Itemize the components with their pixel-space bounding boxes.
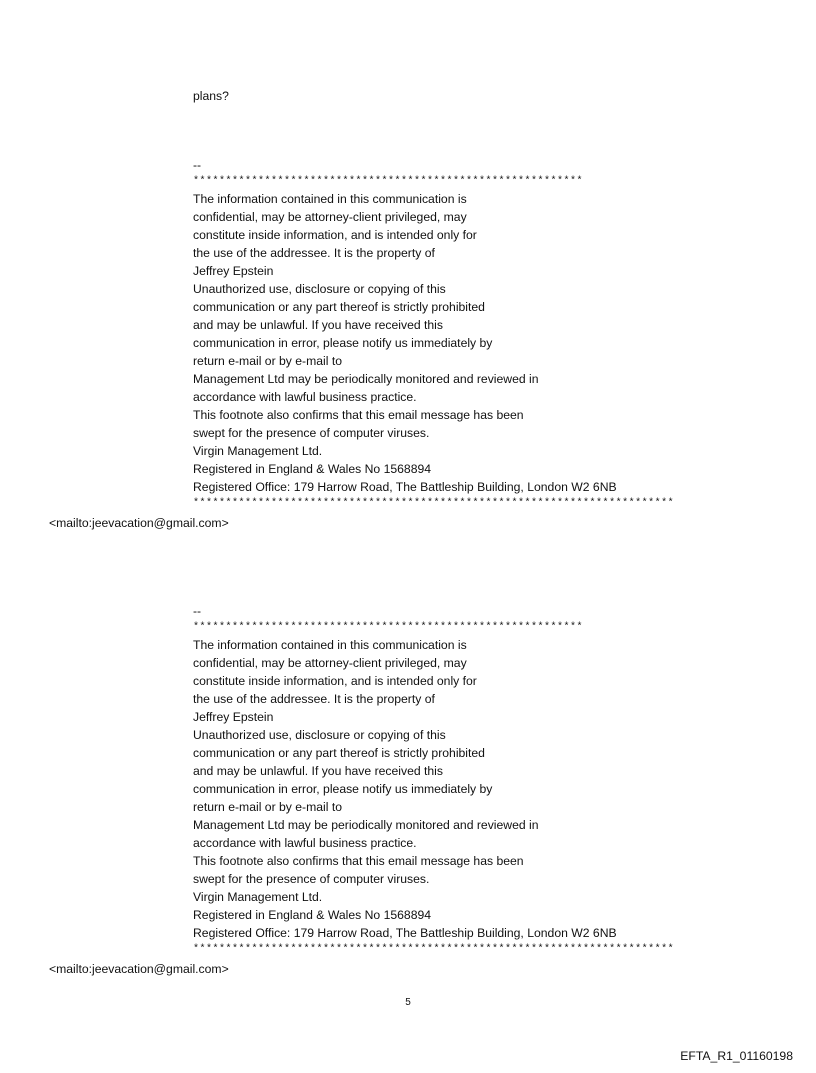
star-rule-top: ************************************************************: [193, 622, 584, 633]
disclaimer-line: The information contained in this communication is: [193, 192, 467, 206]
disclaimer-line: and may be unlawful. If you have received this: [193, 764, 443, 778]
disclaimer-line: the use of the addressee. It is the property of: [193, 246, 435, 260]
disclaimer-line: return e-mail or by e-mail to: [193, 354, 343, 368]
separator-dash: --: [193, 604, 202, 618]
disclaimer-line: constitute inside information, and is intended only for: [193, 674, 477, 688]
star-rule-bottom: **************************************************************************: [193, 944, 675, 955]
disclaimer-line: constitute inside information, and is intended only for: [193, 228, 477, 242]
disclaimer-line: return e-mail or by e-mail to: [193, 800, 343, 814]
disclaimer-line: confidential, may be attorney-client privileged, may: [193, 656, 467, 670]
disclaimer-line: This footnote also confirms that this email message has been: [193, 854, 524, 868]
disclaimer-line: Management Ltd may be periodically monitored and reviewed in: [193, 818, 539, 832]
disclaimer-line: swept for the presence of computer viruses.: [193, 426, 430, 440]
disclaimer-line: communication in error, please notify us immediately by: [193, 782, 493, 796]
separator-dash: --: [193, 158, 202, 172]
disclaimer-line: Registered Office: 179 Harrow Road, The Battleship Building, London W2 6NB: [193, 480, 617, 494]
disclaimer-line: Management Ltd may be periodically monitored and reviewed in: [193, 372, 539, 386]
mailto-link[interactable]: <mailto:jeevacation@gmail.com>: [49, 516, 229, 530]
disclaimer-line: Unauthorized use, disclosure or copying of this: [193, 282, 446, 296]
mailto-link[interactable]: <mailto:jeevacation@gmail.com>: [49, 962, 229, 976]
disclaimer-line: communication or any part thereof is strictly prohibited: [193, 746, 485, 760]
disclaimer-line: Virgin Management Ltd.: [193, 444, 323, 458]
disclaimer-line: communication or any part thereof is strictly prohibited: [193, 300, 485, 314]
document-id-stamp: EFTA_R1_01160198: [680, 1049, 793, 1063]
reply-text: plans?: [193, 89, 229, 103]
disclaimer-line: communication in error, please notify us immediately by: [193, 336, 493, 350]
page-number: 5: [405, 997, 411, 1008]
star-rule-top: ************************************************************: [193, 176, 584, 187]
disclaimer-line: Registered in England & Wales No 1568894: [193, 908, 432, 922]
disclaimer-line: and may be unlawful. If you have received this: [193, 318, 443, 332]
disclaimer-line: The information contained in this communication is: [193, 638, 467, 652]
disclaimer-line: the use of the addressee. It is the property of: [193, 692, 435, 706]
disclaimer-line: accordance with lawful business practice.: [193, 836, 417, 850]
star-rule-bottom: **************************************************************************: [193, 498, 675, 509]
disclaimer-line: Virgin Management Ltd.: [193, 890, 323, 904]
disclaimer-line: confidential, may be attorney-client privileged, may: [193, 210, 467, 224]
disclaimer-line: Registered Office: 179 Harrow Road, The Battleship Building, London W2 6NB: [193, 926, 617, 940]
disclaimer-line: accordance with lawful business practice.: [193, 390, 417, 404]
disclaimer-line: Registered in England & Wales No 1568894: [193, 462, 432, 476]
disclaimer-line: Unauthorized use, disclosure or copying of this: [193, 728, 446, 742]
disclaimer-line: Jeffrey Epstein: [193, 710, 274, 724]
disclaimer-line: Jeffrey Epstein: [193, 264, 274, 278]
disclaimer-line: swept for the presence of computer viruses.: [193, 872, 430, 886]
disclaimer-line: This footnote also confirms that this email message has been: [193, 408, 524, 422]
